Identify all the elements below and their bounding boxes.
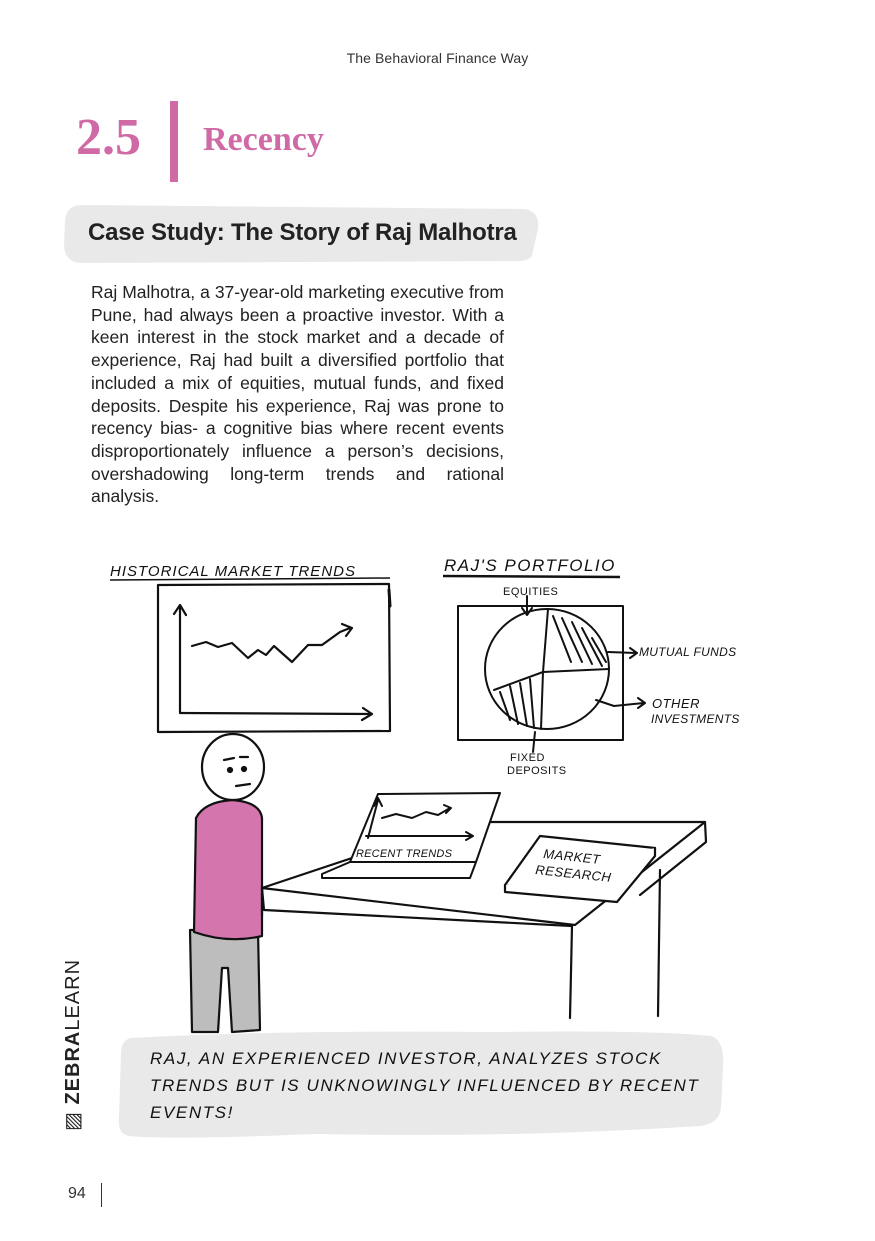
zebralearn-logo	[40, 955, 84, 1135]
case-study-title: Case Study: The Story of Raj Malhotra	[88, 219, 517, 246]
mutual-funds-label: MUTUAL FUNDS	[639, 645, 737, 659]
other-investments-label-line1: OTHER	[652, 696, 700, 711]
fixed-deposits-label-line2: DEPOSITS	[507, 765, 567, 777]
portfolio-board	[458, 596, 645, 752]
section-divider	[170, 101, 178, 182]
portfolio-label: RAJ'S PORTFOLIO	[444, 556, 616, 575]
section-title: Recency	[203, 121, 324, 158]
market-research-label-line1: MARKET	[542, 846, 602, 867]
page-number: 94	[68, 1185, 86, 1202]
stripes-icon: ▨	[62, 1104, 84, 1131]
recent-trends-tablet	[322, 793, 500, 878]
illustration	[100, 548, 760, 1038]
case-study-body: Raj Malhotra, a 37-year-old marketing executive from Pune, had always been a proactive investor. With a keen interest in the stock market and a decade of experience, Raj had built a diversified portfolio that included a mix of equities, mutual funds, and fixed deposits. Despite his experience, Raj was prone to recency bias- a cognitive bias where recent events disproportionately influence a person’s decisions, overshadowing long-term trends and rational analysis.	[91, 282, 504, 507]
other-investments-label-line2: INVESTMENTS	[651, 712, 740, 726]
page-number-rule	[101, 1183, 102, 1207]
market-research-label-line2: RESEARCH	[534, 862, 613, 885]
historical-trends-label: HISTORICAL MARKET TRENDS	[110, 563, 356, 580]
recent-trends-label: RECENT TRENDS	[356, 848, 453, 860]
brand-bold: ZEBRA	[62, 1030, 84, 1105]
illustration-caption: RAJ, AN EXPERIENCED INVESTOR, ANALYZES STOCK TRENDS BUT IS UNKNOWINGLY INFLUENCED BY RECENT EVENTS!	[150, 1049, 700, 1122]
section-number: 2.5	[76, 109, 141, 166]
brand-light: LEARN	[62, 958, 84, 1031]
running-header: The Behavioral Finance Way	[346, 50, 529, 66]
fixed-deposits-label-line1: FIXED	[510, 752, 545, 764]
historical-chart-board	[158, 584, 390, 732]
raj-figure	[190, 734, 264, 1032]
equities-label: EQUITIES	[503, 586, 559, 598]
